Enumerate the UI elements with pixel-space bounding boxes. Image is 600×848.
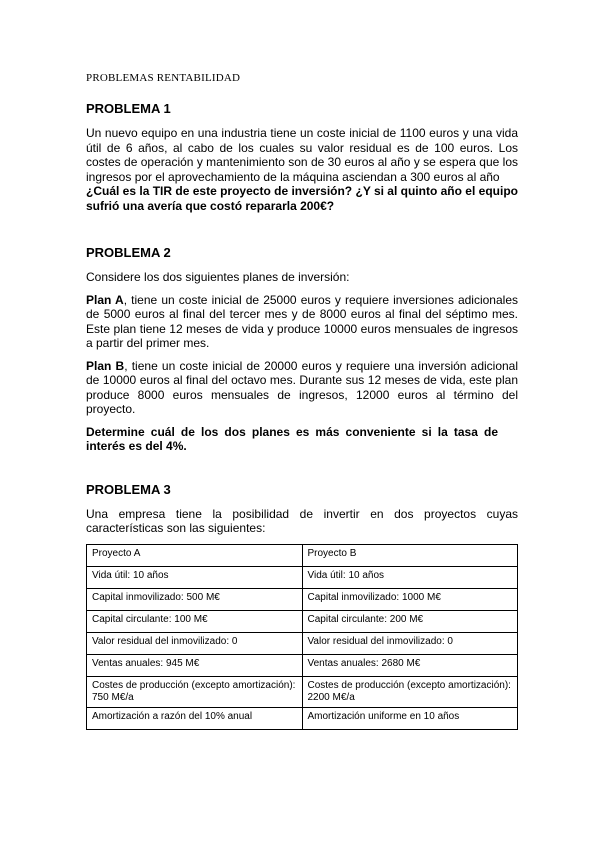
table-row <box>87 566 518 588</box>
problem-1-text: Un nuevo equipo en una industria tiene un coste inicial de 1100 euros y una vida útil de 6 años, al cabo de los cuales su valor residual es de 100 euros. Los costes de operación y mantenimiento son de 30 euros al año y se espera que los ingresos por el aprovechamiento de la máquina asciendan a 300 euros al año <box>86 126 518 184</box>
plan-b-paragraph <box>86 359 518 417</box>
document-content <box>86 101 518 730</box>
table-cell: Vida útil: 10 años <box>87 566 303 588</box>
plan-a-paragraph <box>86 293 518 351</box>
problem-2-question: Determine cuál de los dos planes es más conveniente si la tasa de interés es del 4%. <box>86 424 498 453</box>
table-row <box>87 610 518 632</box>
table-row <box>87 676 518 707</box>
table-cell: Capital inmovilizado: 500 M€ <box>87 588 303 610</box>
plan-b-label: Plan B <box>86 358 125 373</box>
table-row <box>87 654 518 676</box>
plan-a-label: Plan A <box>86 292 124 307</box>
problem-2-section <box>86 245 518 454</box>
table-cell: Costes de producción (excepto amortización): 750 M€/a <box>87 676 303 707</box>
table-row <box>87 588 518 610</box>
problem-2-intro: Considere los dos siguientes planes de inversión: <box>86 270 350 284</box>
table-cell: Amortización a razón del 10% anual <box>87 707 303 729</box>
problem-1-title: PROBLEMA 1 <box>86 101 171 116</box>
projects-table <box>86 544 518 730</box>
problem-1-section <box>86 101 518 213</box>
table-cell: Valor residual del inmovilizado: 0 <box>302 632 518 654</box>
table-cell: Vida útil: 10 años <box>302 566 518 588</box>
plan-b-text: , tiene un coste inicial de 20000 euros y requiere una inversión adicional de 10000 euros al final del octavo mes. Durante sus 12 meses de vida, este plan produce 8000 euros mensuales de ingresos, 12000 euros al término del proyecto. <box>86 358 519 416</box>
table-header-row <box>87 544 518 566</box>
table-cell: Ventas anuales: 945 M€ <box>87 654 303 676</box>
table-cell: Capital circulante: 100 M€ <box>87 610 303 632</box>
document-header: PROBLEMAS RENTABILIDAD <box>86 72 241 84</box>
table-cell: Valor residual del inmovilizado: 0 <box>87 632 303 654</box>
table-cell: Capital circulante: 200 M€ <box>302 610 518 632</box>
problem-3-intro: Una empresa tiene la posibilidad de invertir en dos proyectos cuyas características son las siguientes: <box>86 506 518 535</box>
plan-a-text: , tiene un coste inicial de 25000 euros y requiere inversiones adicionales de 5000 euros al final del tercer mes y de 8000 euros al final del séptimo mes. Este plan tiene 12 meses de vida y produce 10000 euros mensuales de ingresos a partir del primer mes. <box>86 292 518 350</box>
table-cell: Amortización uniforme en 10 años <box>302 707 518 729</box>
problem-2-title: PROBLEMA 2 <box>86 245 171 260</box>
problem-1-question: ¿Cuál es la TIR de este proyecto de inversión? ¿Y si al quinto año el equipo sufrió una avería que costó repararla 200€? <box>86 184 518 213</box>
table-cell: Capital inmovilizado: 1000 M€ <box>302 588 518 610</box>
problem-3-section <box>86 482 518 730</box>
table-row <box>87 632 518 654</box>
table-cell: Ventas anuales: 2680 M€ <box>302 654 518 676</box>
table-header-cell: Proyecto A <box>87 544 303 566</box>
table-row <box>87 707 518 729</box>
table-header-cell: Proyecto B <box>302 544 518 566</box>
problem-3-title: PROBLEMA 3 <box>86 481 171 497</box>
table-cell: Costes de producción (excepto amortización): 2200 M€/a <box>302 676 518 707</box>
